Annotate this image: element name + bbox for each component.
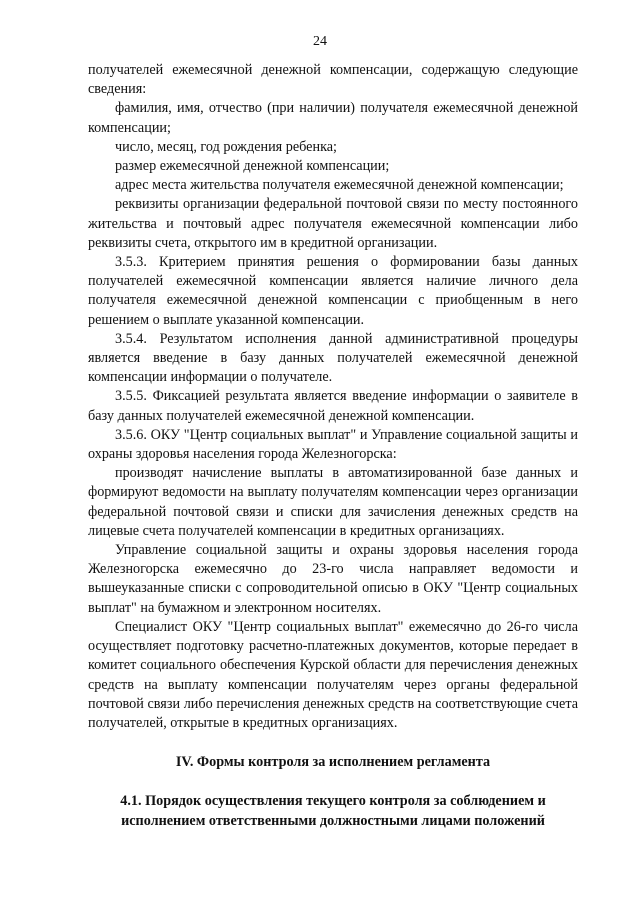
paragraph-amount: размер ежемесячной денежной компенсации; xyxy=(115,158,390,175)
section-heading: IV. Формы контроля за исполнением регламента xyxy=(175,754,491,771)
document-body xyxy=(88,61,578,831)
spacer xyxy=(88,733,578,753)
paragraph-specialist: Специалист ОКУ "Центр социальных выплат" ежемесячно до 26-го числа осуществляет подготовку расчетно-платежных документов, которые передает в комитет социального обеспечения Курской области для перечисления денежных средств на выплату компенсации получателям через органы федеральной почтовой связи либо перечисления денежных средств на соответствующие счета получателей, открытые в кредитных организациях. xyxy=(88,618,578,731)
paragraph-3-5-6: 3.5.6. ОКУ "Центр социальных выплат" и Управление социальной защиты и охраны здоровья населения города Железногорска: xyxy=(88,426,578,463)
paragraph-3-5-5: 3.5.5. Фиксацией результата является введение информации о заявителе в базу данных получателей ежемесячной денежной компенсации. xyxy=(88,388,578,424)
paragraph-fio: фамилия, имя, отчество (при наличии) получателя ежемесячной денежной компенсации; xyxy=(88,100,578,136)
paragraph-intro: получателей ежемесячной денежной компенсации, содержащую следующие сведения: xyxy=(88,62,578,98)
paragraph-requisites: реквизиты организации федеральной почтовой связи по месту постоянного жительства и почтовый адрес получателя ежемесячной компенсации либо реквизиты счета, открытого им в кредитной организации. xyxy=(88,196,578,251)
page-number: 24 xyxy=(313,34,327,49)
paragraph-accrual: производят начисление выплаты в автоматизированной базе данных и формируют ведомости на выплату получателям компенсации через организации федеральной почтовой связи и списки для зачисления денежных средств на лицевые счета получателей компенсации в кредитных организациях. xyxy=(88,465,578,539)
spacer xyxy=(88,772,578,792)
paragraph-3-5-4: 3.5.4. Результатом исполнения данной административной процедуры является введение в базу данных получателей ежемесячной денежной компенсации информации о получателе. xyxy=(88,330,578,386)
subsection-heading: 4.1. Порядок осуществления текущего контроля за соблюдением и исполнением ответственными должностными лицами положений xyxy=(120,793,546,829)
paragraph-birth-date: число, месяц, год рождения ребенка; xyxy=(115,138,337,155)
paragraph-3-5-3: 3.5.3. Критерием принятия решения о формировании базы данных получателей ежемесячной компенсации является наличие личного дела получателя ежемесячной денежной компенсации с приобщенным в него решением о выплате указанной компенсации. xyxy=(88,254,578,328)
paragraph-address: адрес места жительства получателя ежемесячной денежной компенсации; xyxy=(115,177,564,194)
paragraph-social-protection: Управление социальной защиты и охраны здоровья населения города Железногорска ежемесячно до 23-го числа направляет ведомости и вышеуказанные списки с сопроводительной описью в ОКУ "Центр социальных выплат" на бумажном и электронном носителях. xyxy=(88,542,578,616)
